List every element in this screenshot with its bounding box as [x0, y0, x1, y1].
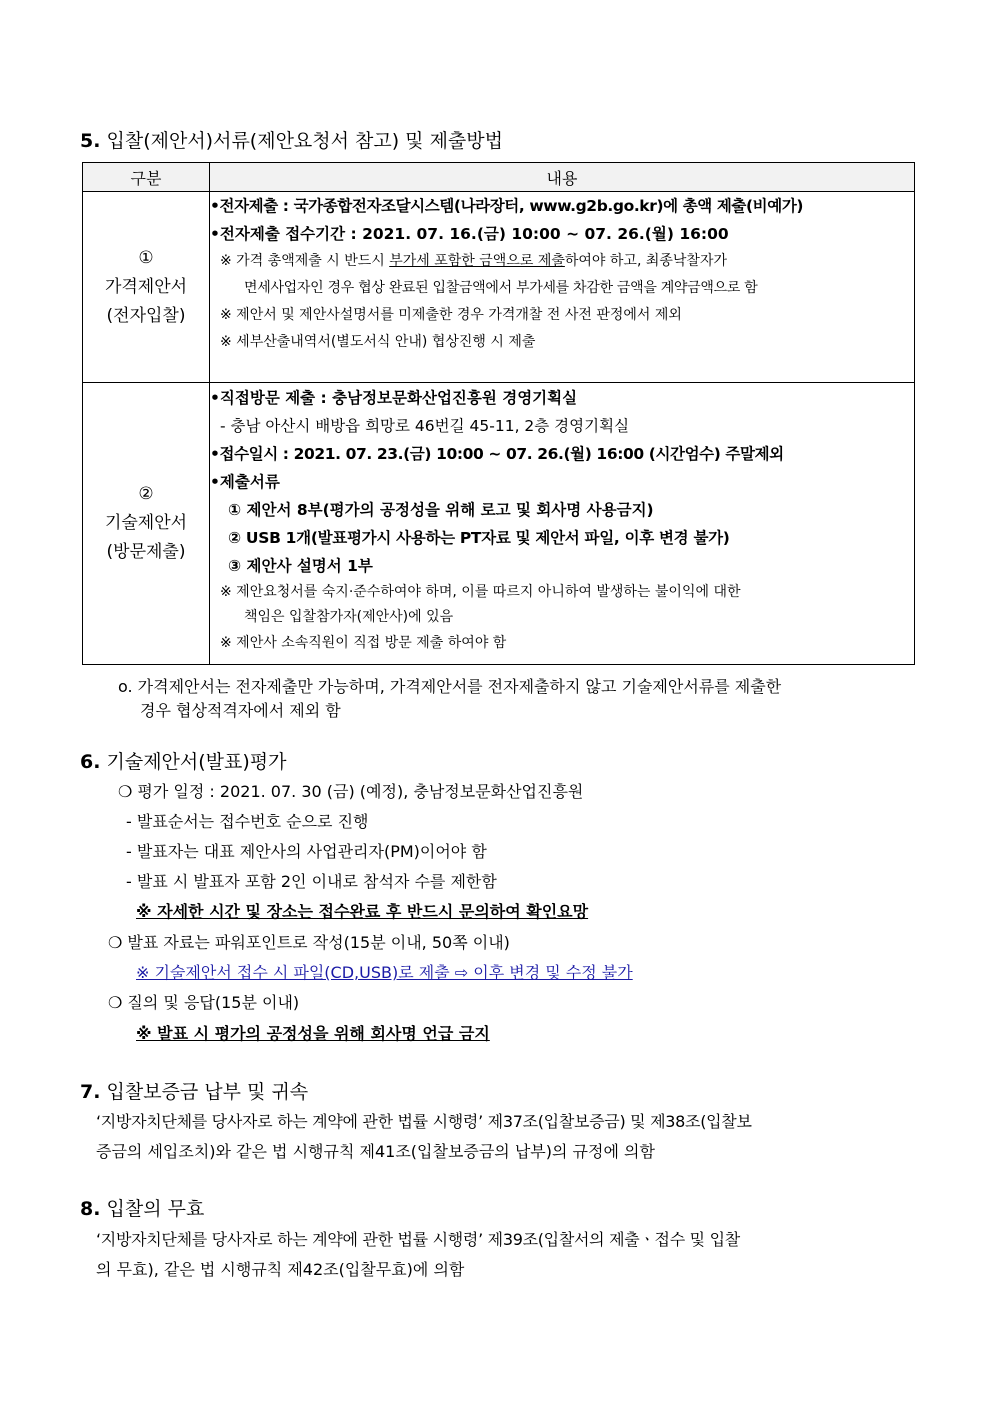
table-header-row: [83, 163, 915, 192]
content-line: [210, 248, 914, 275]
content-line: ※ 제안사 소속직원이 직접 방문 제출 하여야 함: [220, 635, 507, 651]
content-line: •제출서류: [210, 473, 280, 491]
row-label-line: 가격제안서: [104, 276, 188, 297]
notice-line: ※ 자세한 시간 및 장소는 접수완료 후 반드시 문의하여 확인요망: [136, 902, 589, 921]
row-content-tech: [210, 383, 915, 665]
header-content: 내용: [210, 163, 915, 192]
section-number: 6.: [80, 751, 101, 773]
section-title: 기술제안서(발표)평가: [106, 751, 287, 773]
row-marker: ①: [138, 247, 154, 268]
section-7-heading: [80, 1077, 308, 1104]
row-label-price: [83, 192, 210, 383]
content-line: 책임은 입찰참가자(제안사)에 있음: [244, 609, 454, 625]
section-number: 8.: [80, 1198, 101, 1220]
bullet-line: ❍ 질의 및 응답(15분 이내): [108, 993, 300, 1012]
submission-table: [82, 162, 915, 665]
body-line: ‘지방자치단체를 당사자로 하는 계약에 관한 법률 시행령’ 제37조(입찰보증금) 및 제38조(입찰보: [96, 1112, 752, 1131]
body-line: ‘지방자치단체를 당사자로 하는 계약에 관한 법률 시행령’ 제39조(입찰서의 제출ㆍ접수 및 입찰: [96, 1230, 740, 1249]
content-line: 면세사업자인 경우 협상 완료된 입찰금액에서 부가세를 차감한 금액을 계약금액으로 함: [244, 280, 758, 296]
body-line: 의 무효), 같은 법 시행규칙 제42조(입찰무효)에 의함: [96, 1260, 465, 1279]
section-title: 입찰(제안서)서류(제안요청서 참고) 및 제출방법: [106, 130, 503, 152]
content-line: - 충남 아산시 배방읍 희망로 46번길 45-11, 2층 경영기획실: [220, 417, 630, 435]
row-label-line: 기술제안서: [104, 513, 188, 533]
section-title: 입찰보증금 납부 및 귀속: [106, 1081, 309, 1103]
dash-line: - 발표 시 발표자 포함 2인 이내로 참석자 수를 제한함: [126, 872, 497, 891]
content-line: ※ 제안서 및 제안사설명서를 미제출한 경우 가격개찰 전 사전 판정에서 제외: [220, 307, 682, 323]
note-text: 하여야 하고, 최종낙찰자가: [564, 253, 727, 269]
note-line: 경우 협상적격자에서 제외 함: [140, 701, 341, 720]
bullet-line: ❍ 평가 일정 : 2021. 07. 30 (금) (예정), 충남정보문화산업진흥원: [118, 782, 584, 801]
notice-link-line: ※ 기술제안서 접수 시 파일(CD,USB)로 제출 ⇨ 이후 변경 및 수정 불가: [136, 963, 633, 982]
notice-line: ※ 발표 시 평가의 공정성을 위해 회사명 언급 금지: [136, 1024, 490, 1043]
table-row: [83, 192, 915, 383]
section-number: 5.: [80, 130, 101, 152]
section-5-heading: [80, 126, 503, 153]
content-line: •전자제출 접수기간 : 2021. 07. 16.(금) 10:00 ~ 07. 26.(월) 16:00: [210, 225, 729, 243]
row-label-line: (방문제출): [106, 542, 186, 562]
row-marker: ②: [138, 484, 154, 504]
table-row: [83, 383, 915, 665]
content-line: ※ 세부산출내역서(별도서식 안내) 협상진행 시 제출: [220, 334, 536, 350]
section-title: 입찰의 무효: [106, 1198, 205, 1220]
content-line: ① 제안서 8부(평가의 공정성을 위해 로고 및 회사명 사용금지): [228, 501, 654, 519]
underlined-text: 부가세 포함한 금액으로 제출: [389, 253, 565, 269]
section-8-heading: [80, 1194, 204, 1221]
row-content-price: [210, 192, 915, 383]
content-line: ※ 제안요청서를 숙지·준수하여야 하며, 이를 따르지 아니하여 발생하는 불이익에 대한: [220, 584, 741, 600]
content-line: ② USB 1개(발표평가시 사용하는 PT자료 및 제안서 파일, 이후 변경 불가): [228, 529, 730, 547]
content-line: ③ 제안사 설명서 1부: [228, 557, 373, 575]
body-line: 증금의 세입조치)와 같은 법 시행규칙 제41조(입찰보증금의 납부)의 규정에 의함: [96, 1142, 655, 1161]
bullet-line: ❍ 발표 자료는 파워포인트로 작성(15분 이내, 50쪽 이내): [108, 933, 510, 952]
dash-line: - 발표자는 대표 제안사의 사업관리자(PM)이어야 함: [126, 842, 487, 861]
header-category: 구분: [83, 163, 210, 192]
content-line: •전자제출 : 국가종합전자조달시스템(나라장터, www.g2b.go.kr)에 총액 제출(비예가): [210, 197, 804, 215]
row-label-tech: [83, 383, 210, 665]
section-6-heading: [80, 747, 287, 774]
row-label-line: (전자입찰): [106, 305, 186, 326]
content-line: •접수일시 : 2021. 07. 23.(금) 10:00 ~ 07. 26.(월) 16:00 (시간엄수) 주말제외: [210, 445, 784, 463]
note-line: o. 가격제안서는 전자제출만 가능하며, 가격제안서를 전자제출하지 않고 기술제안서류를 제출한: [118, 677, 782, 696]
note-text: ※ 가격 총액제출 시 반드시: [220, 253, 390, 269]
section-number: 7.: [80, 1081, 101, 1103]
dash-line: - 발표순서는 접수번호 순으로 진행: [126, 812, 369, 831]
content-line: •직접방문 제출 : 충남정보문화산업진흥원 경영기획실: [210, 389, 578, 407]
